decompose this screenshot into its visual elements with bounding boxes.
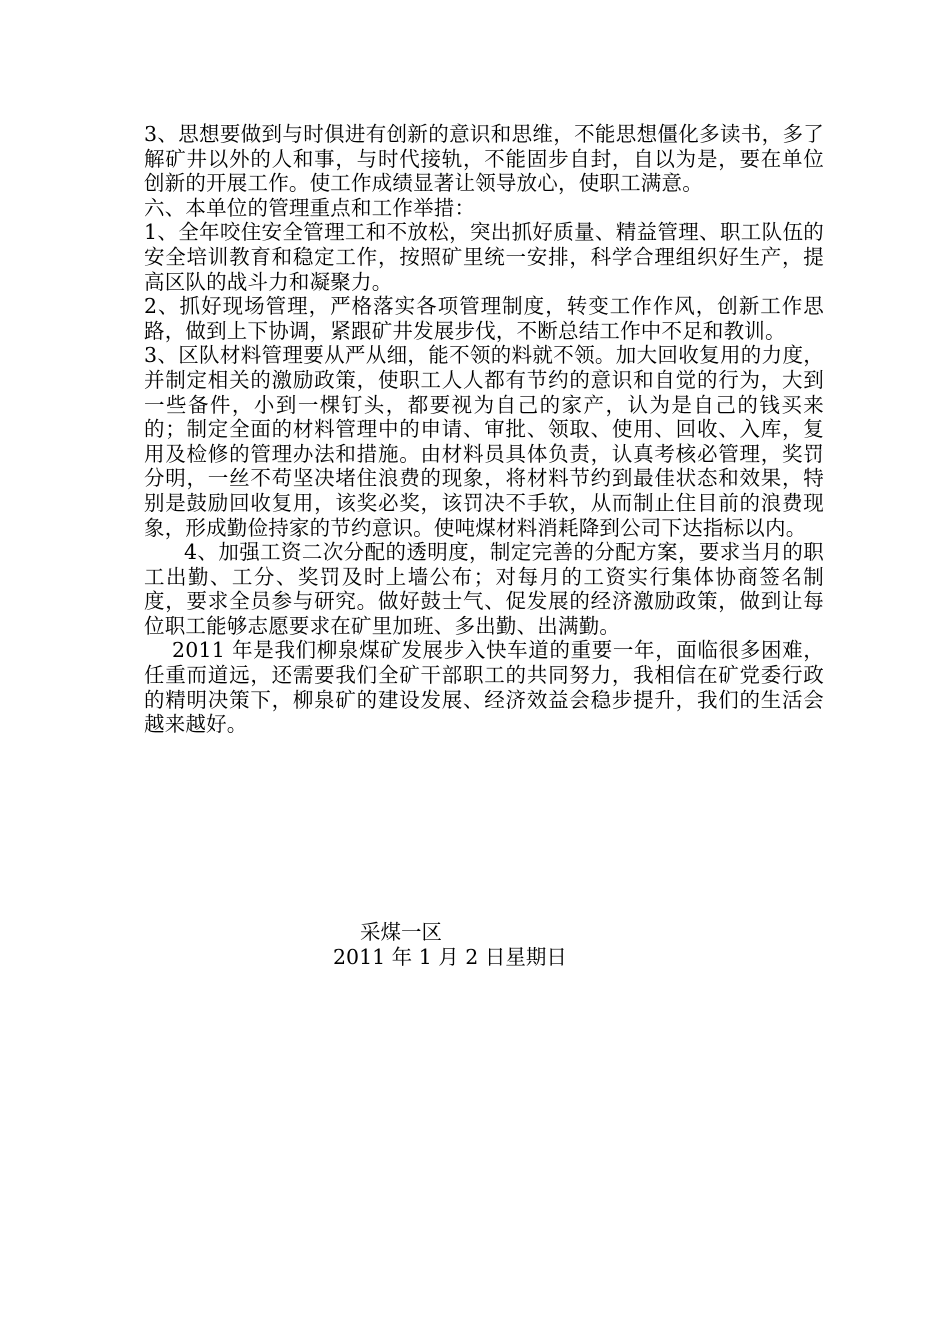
paragraph-safety-management: 1、全年咬住安全管理工和不放松，突出抓好质量、精益管理、职工队伍的安全培训教育和稳定工作，按照矿里统一安排，科学合理组织好生产，提高区队的战斗力和凝聚力。 [144, 220, 824, 294]
document-body [144, 122, 824, 737]
section-heading-management-focus: 六、本单位的管理重点和工作举措： [144, 195, 476, 220]
signature-department: 采煤一区 [360, 920, 442, 944]
paragraph-site-management: 2、抓好现场管理，严格落实各项管理制度，转变工作作风，创新工作思路，做到上下协调，紧跟矿井发展步伐，不断总结工作中不足和教训。 [144, 294, 824, 343]
paragraph-thinking-innovation: 3、思想要做到与时俱进有创新的意识和思维，不能思想僵化多读书，多了解矿井以外的人和事，与时代接轨，不能固步自封，自以为是，要在单位创新的开展工作。使工作成绩显著让领导放心，使职工满意。 [144, 122, 824, 196]
paragraph-material-management: 3、区队材料管理要从严从细，能不领的料就不领。加大回收复用的力度，并制定相关的激励政策，使职工人人都有节约的意识和自觉的行为，大到一些备件，小到一棵钉头，都要视为自己的家产，认为是自己的钱买来的；制定全面的材料管理中的申请、审批、领取、使用、回收、入库，复用及检修的管理办法和措施。由材料员具体负责，认真考核必管理，奖罚分明，一丝不苟坚决堵住浪费的现象，将材料节约到最佳状态和效果，特别是鼓励回收复用，该奖必奖，该罚决不手软，从而制止住目前的浪费现象，形成勤俭持家的节约意识。使吨煤材料消耗降到公司下达指标以内。 [144, 343, 824, 540]
signature-date: 2011 年 1 月 2 日星期日 [333, 945, 567, 969]
paragraph-wage-distribution: 4、加强工资二次分配的透明度，制定完善的分配方案，要求当月的职工出勤、工分、奖罚及时上墙公布；对每月的工资实行集体协商签名制度，要求全员参与研究。做好鼓士气、促发展的经济激励政策，做到让每位职工能够志愿要求在矿里加班、多出勤、出满勤。 [144, 540, 824, 638]
paragraph-closing: 2011 年是我们柳泉煤矿发展步入快车道的重要一年，面临很多困难，任重而道远，还需要我们全矿干部职工的共同努力，我相信在矿党委行政的精明决策下，柳泉矿的建设发展、经济效益会稳步提升，我们的生活会越来越好。 [144, 638, 824, 737]
